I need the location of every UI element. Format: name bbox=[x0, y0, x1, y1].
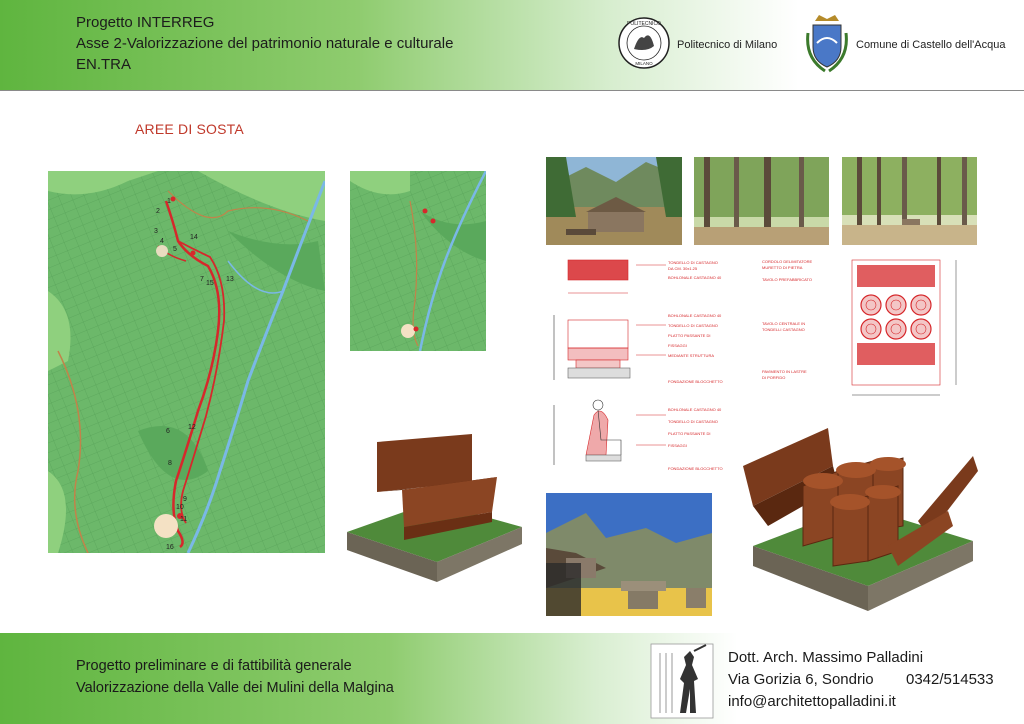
comune-crest-icon bbox=[805, 13, 849, 75]
contact-email[interactable]: info@architettopalladini.it bbox=[728, 693, 896, 710]
route-label-8: 8 bbox=[168, 460, 172, 467]
route-label-15: 15 bbox=[206, 280, 214, 287]
contact-name: Dott. Arch. Massimo Palladini bbox=[728, 649, 924, 666]
comune-label: Comune di Castello dell'Acqua bbox=[856, 39, 1006, 51]
bench-render bbox=[342, 432, 527, 584]
drawing-caption-3: TAVOLO PREFABBRICATO bbox=[762, 277, 812, 282]
svg-text:FONDAZIONE BLOCCHETTO: FONDAZIONE BLOCCHETTO bbox=[668, 466, 723, 471]
modulor-logo-icon bbox=[650, 643, 714, 719]
footer-line-1: Progetto preliminare e di fattibilità generale bbox=[76, 658, 352, 674]
table-render bbox=[738, 426, 978, 616]
svg-text:BOHLONALE CASTAGNO 40: BOHLONALE CASTAGNO 40 bbox=[668, 313, 722, 318]
photo-mountain-terrace bbox=[546, 493, 712, 616]
svg-text:CORDOLO DELIMITATORE: CORDOLO DELIMITATORE bbox=[762, 259, 813, 264]
seal-text-top: POLITECNICO bbox=[627, 21, 661, 27]
photo-forest-2 bbox=[842, 157, 977, 245]
svg-text:FISSAGGI: FISSAGGI bbox=[668, 443, 687, 448]
route-map bbox=[48, 171, 325, 553]
header-line-1: Progetto INTERREG bbox=[76, 14, 215, 31]
photo-forest-1 bbox=[694, 157, 829, 245]
svg-text:PLATTO PASSANTE DI: PLATTO PASSANTE DI bbox=[668, 333, 711, 338]
svg-text:PLATTO PASSANTE DI: PLATTO PASSANTE DI bbox=[668, 431, 711, 436]
route-label-1: 1 bbox=[167, 198, 171, 205]
drawing-caption-2: FONDAZIONE BLOCCHETTO bbox=[668, 379, 723, 384]
route-label-13: 13 bbox=[226, 276, 234, 283]
drawing-caption-1: TONDELLO DI CASTAGNO bbox=[668, 260, 718, 265]
svg-text:BOHLONALE CASTAGNO 40: BOHLONALE CASTAGNO 40 bbox=[668, 275, 722, 280]
svg-text:TONDELLI CASTAGNO: TONDELLI CASTAGNO bbox=[762, 327, 805, 332]
section-title: AREE DI SOSTA bbox=[135, 121, 244, 137]
svg-text:FISSAGGI: FISSAGGI bbox=[668, 343, 687, 348]
route-label-11: 11 bbox=[180, 516, 188, 523]
svg-text:PAVIMENTO IN LASTRE: PAVIMENTO IN LASTRE bbox=[762, 369, 807, 374]
route-label-4: 4 bbox=[160, 238, 164, 245]
contact-address: Via Gorizia 6, Sondrio bbox=[728, 671, 874, 688]
svg-text:TONDELLO DI CASTAGNO: TONDELLO DI CASTAGNO bbox=[668, 419, 718, 424]
route-label-5: 5 bbox=[173, 246, 177, 253]
header-line-3: EN.TRA bbox=[76, 56, 132, 73]
detail-map bbox=[350, 171, 486, 351]
route-label-16: 16 bbox=[166, 544, 174, 551]
contact-phone: 0342/514533 bbox=[906, 671, 994, 688]
table-plan-drawing bbox=[760, 255, 965, 405]
route-label-9: 9 bbox=[183, 496, 187, 503]
route-label-3: 3 bbox=[154, 228, 158, 235]
route-label-10: 10 bbox=[176, 504, 184, 511]
header-line-2: Asse 2-Valorizzazione del patrimonio naturale e culturale bbox=[76, 35, 454, 52]
svg-text:MURETTO DI PIETRA: MURETTO DI PIETRA bbox=[762, 265, 803, 270]
politecnico-seal-icon bbox=[617, 16, 671, 70]
route-label-2: 2 bbox=[156, 208, 160, 215]
politecnico-label: Politecnico di Milano bbox=[677, 39, 778, 51]
bench-section-drawings bbox=[546, 255, 756, 490]
seal-text-bottom: MILANO bbox=[635, 61, 653, 66]
svg-text:DI PORFIDO: DI PORFIDO bbox=[762, 375, 786, 380]
route-label-7: 7 bbox=[200, 276, 204, 283]
svg-text:MEDIANTE STRUTTURA: MEDIANTE STRUTTURA bbox=[668, 353, 714, 358]
route-label-14: 14 bbox=[190, 234, 198, 241]
svg-text:TONDELLO DI CASTAGNO: TONDELLO DI CASTAGNO bbox=[668, 323, 718, 328]
photo-rest-area-1 bbox=[546, 157, 682, 245]
svg-text:BOHLONALE CASTAGNO 40: BOHLONALE CASTAGNO 40 bbox=[668, 407, 722, 412]
route-label-6: 6 bbox=[166, 428, 170, 435]
svg-text:TAVOLO CENTRALE IN: TAVOLO CENTRALE IN bbox=[762, 321, 806, 326]
footer-line-2: Valorizzazione della Valle dei Mulini della Malgina bbox=[76, 680, 394, 696]
svg-text:DA CM. 30x1.25: DA CM. 30x1.25 bbox=[668, 266, 698, 271]
header-divider bbox=[0, 90, 1024, 91]
route-label-12: 12 bbox=[188, 424, 196, 431]
